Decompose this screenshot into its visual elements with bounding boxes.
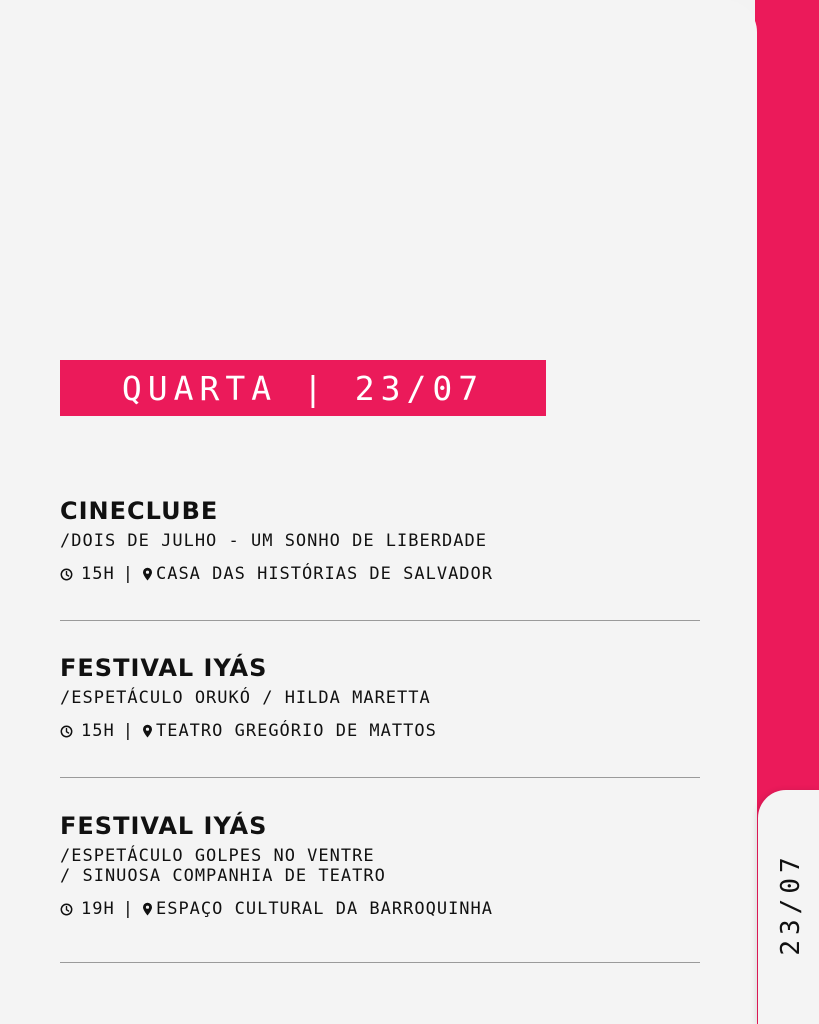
event-meta <box>60 899 700 919</box>
event-description: /ESPETÁCULO GOLPES NO VENTRE / SINUOSA COMPANHIA DE TEATRO <box>60 846 386 886</box>
event-item <box>60 812 700 919</box>
clock-icon <box>60 725 73 738</box>
divider <box>60 962 700 963</box>
event-location: TEATRO GREGÓRIO DE MATTOS <box>155 721 437 741</box>
meta-separator: | <box>122 564 134 584</box>
event-meta <box>60 564 700 584</box>
side-date-label: 23/07 <box>776 852 806 956</box>
event-meta <box>60 721 700 741</box>
divider <box>60 620 700 621</box>
event-description: /DOIS DE JULHO - UM SONHO DE LIBERDADE <box>60 531 487 551</box>
event-time: 15H <box>81 721 115 741</box>
clock-icon <box>60 568 73 581</box>
meta-separator: | <box>122 899 134 919</box>
map-pin-icon <box>142 724 153 738</box>
event-item <box>60 497 700 584</box>
event-title: FESTIVAL IYÁS <box>60 812 268 840</box>
event-location: ESPAÇO CULTURAL DA BARROQUINHA <box>155 899 494 919</box>
event-title: CINECLUBE <box>60 497 219 525</box>
event-location: CASA DAS HISTÓRIAS DE SALVADOR <box>155 564 494 584</box>
event-description: /ESPETÁCULO ORUKÓ / HILDA MARETTA <box>60 688 431 708</box>
event-time: 19H <box>81 899 115 919</box>
meta-separator: | <box>122 721 134 741</box>
clock-icon <box>60 903 73 916</box>
map-pin-icon <box>142 567 153 581</box>
event-time: 15H <box>81 564 115 584</box>
divider <box>60 777 700 778</box>
event-item <box>60 654 700 741</box>
event-title: FESTIVAL IYÁS <box>60 654 268 682</box>
day-banner: QUARTA | 23/07 <box>60 360 546 416</box>
map-pin-icon <box>142 902 153 916</box>
